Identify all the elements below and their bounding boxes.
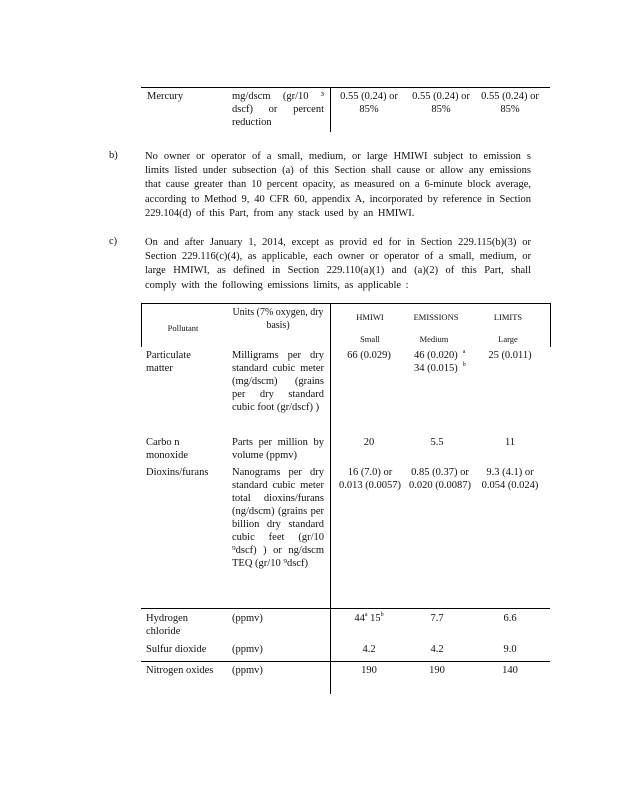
pollutant-cell: Particulate matter <box>146 350 191 374</box>
small-limit-cell: 66 (0.029) <box>347 350 391 361</box>
units-cell: (ppmv) <box>232 665 263 676</box>
small-limit-cell: 190 <box>361 665 377 676</box>
table-top-rule <box>141 87 550 88</box>
units-cell: Parts per million by volume (ppmv) <box>232 437 324 461</box>
table-left-border <box>141 303 142 347</box>
footnote-b: b <box>380 612 384 618</box>
medium-limit-cell: 190 <box>429 665 445 676</box>
footnote-a: a <box>462 349 466 355</box>
row-rule-1 <box>141 608 550 609</box>
pollutant-cell: Dioxins/furans <box>146 467 209 478</box>
small-limit-cell: 20 <box>363 437 375 448</box>
large-limit-cell: 6.6 <box>503 613 517 624</box>
pollutant-cell: Carbo n monoxide <box>146 437 188 461</box>
large-limit-cell: 9.0 <box>503 644 517 655</box>
medium-limit-cell: 4.2 <box>430 644 444 655</box>
pollutant-cell: Mercury <box>147 91 184 102</box>
header-units: Units (7% oxygen, dry basis) <box>232 307 324 331</box>
para-b-text: No owner or operator of a small, medium, or large HMIWI subject to emission s limits listed under subsection (a) of this Section shall cause or allow any emissions that cause greater than 10 percent opacity, as measured on a 6-minute block average, according to Method 9, 40 CFR 60, appendix A, incorporated by reference in Section 229.104(d) of this Part, from any stack used by an HMIWI. <box>145 151 531 219</box>
table-top-border <box>141 303 550 304</box>
small-limit-b: 15 <box>370 613 381 624</box>
units-cell: (ppmv) <box>232 644 263 655</box>
units-cell: Nanograms per dry standard cubic meter total dioxins/furans (ng/dscm) (grains per billion dry standard cubic feet (gr/10 ⁹dscf) ) or ng/dscm TEQ (gr/10 ⁹dscf) <box>232 467 324 569</box>
medium-limit-cell: 0.55 (0.24) or 85% <box>412 91 470 115</box>
para-b-label: b) <box>109 150 118 161</box>
table-right-border <box>550 303 551 347</box>
header-hmiwi: HMIWI <box>356 312 384 322</box>
medium-limit-cell: 0.85 (0.37) or 0.020 (0.0087) <box>408 467 472 491</box>
small-limit-cell <box>330 612 408 625</box>
header-pollutant: Pollutant <box>167 323 199 333</box>
footnote-b: b <box>462 362 466 368</box>
large-limit-cell: 140 <box>502 665 518 676</box>
small-limit-cell: 0.55 (0.24) or 85% <box>340 91 398 115</box>
header-medium: Medium <box>419 334 449 344</box>
header-large: Large <box>498 334 518 344</box>
large-limit-cell: 9.3 (4.1) or 0.054 (0.024) <box>481 467 539 491</box>
pollutant-cell: Sulfur dioxide <box>146 644 207 655</box>
small-limit-a: 44 <box>354 613 365 624</box>
medium-limit-cell: 7.7 <box>430 613 444 624</box>
small-limit-cell: 16 (7.0) or 0.013 (0.0057) <box>338 467 402 491</box>
large-limit-cell: 11 <box>504 437 516 448</box>
table-divider <box>330 87 331 132</box>
units-cell: Milligrams per dry standard cubic meter (mg/dscm) (grains per dry standard cubic foot (gr/dscf) ) <box>232 350 324 413</box>
header-limits: LIMITS <box>493 312 523 322</box>
header-emissions: EMISSIONS <box>413 312 459 322</box>
medium-limit-a: 46 (0.020) <box>414 350 458 361</box>
medium-limit-cell <box>414 349 484 375</box>
para-c-text: On and after January 1, 2014, except as provid ed for in Section 229.115(b)(3) or Section 229.116(c)(4), as applicable, each owner or operator of a small, medium, or large HMIWI, as defined in Section 229.110(a)(1) and (a)(2) of this Part, shall comply with the following emissions limits, as applicable : <box>145 237 531 291</box>
units-cell: (ppmv) <box>232 613 263 624</box>
para-c-label: c) <box>109 236 118 247</box>
units-cell: mg/dscm (gr/10 ³ dscf) or percent reduction <box>232 91 324 128</box>
header-small: Small <box>360 334 380 344</box>
small-limit-cell: 4.2 <box>362 644 376 655</box>
pollutant-cell: Nitrogen oxides <box>146 665 214 676</box>
row-rule-2 <box>141 661 550 662</box>
footnote-a: a <box>364 612 368 618</box>
pollutant-cell: Hydrogen chloride <box>146 613 188 637</box>
large-limit-cell: 25 (0.011) <box>488 350 532 361</box>
large-limit-cell: 0.55 (0.24) or 85% <box>481 91 539 115</box>
medium-limit-b: 34 (0.015) <box>414 363 458 374</box>
medium-limit-cell: 5.5 <box>430 437 444 448</box>
